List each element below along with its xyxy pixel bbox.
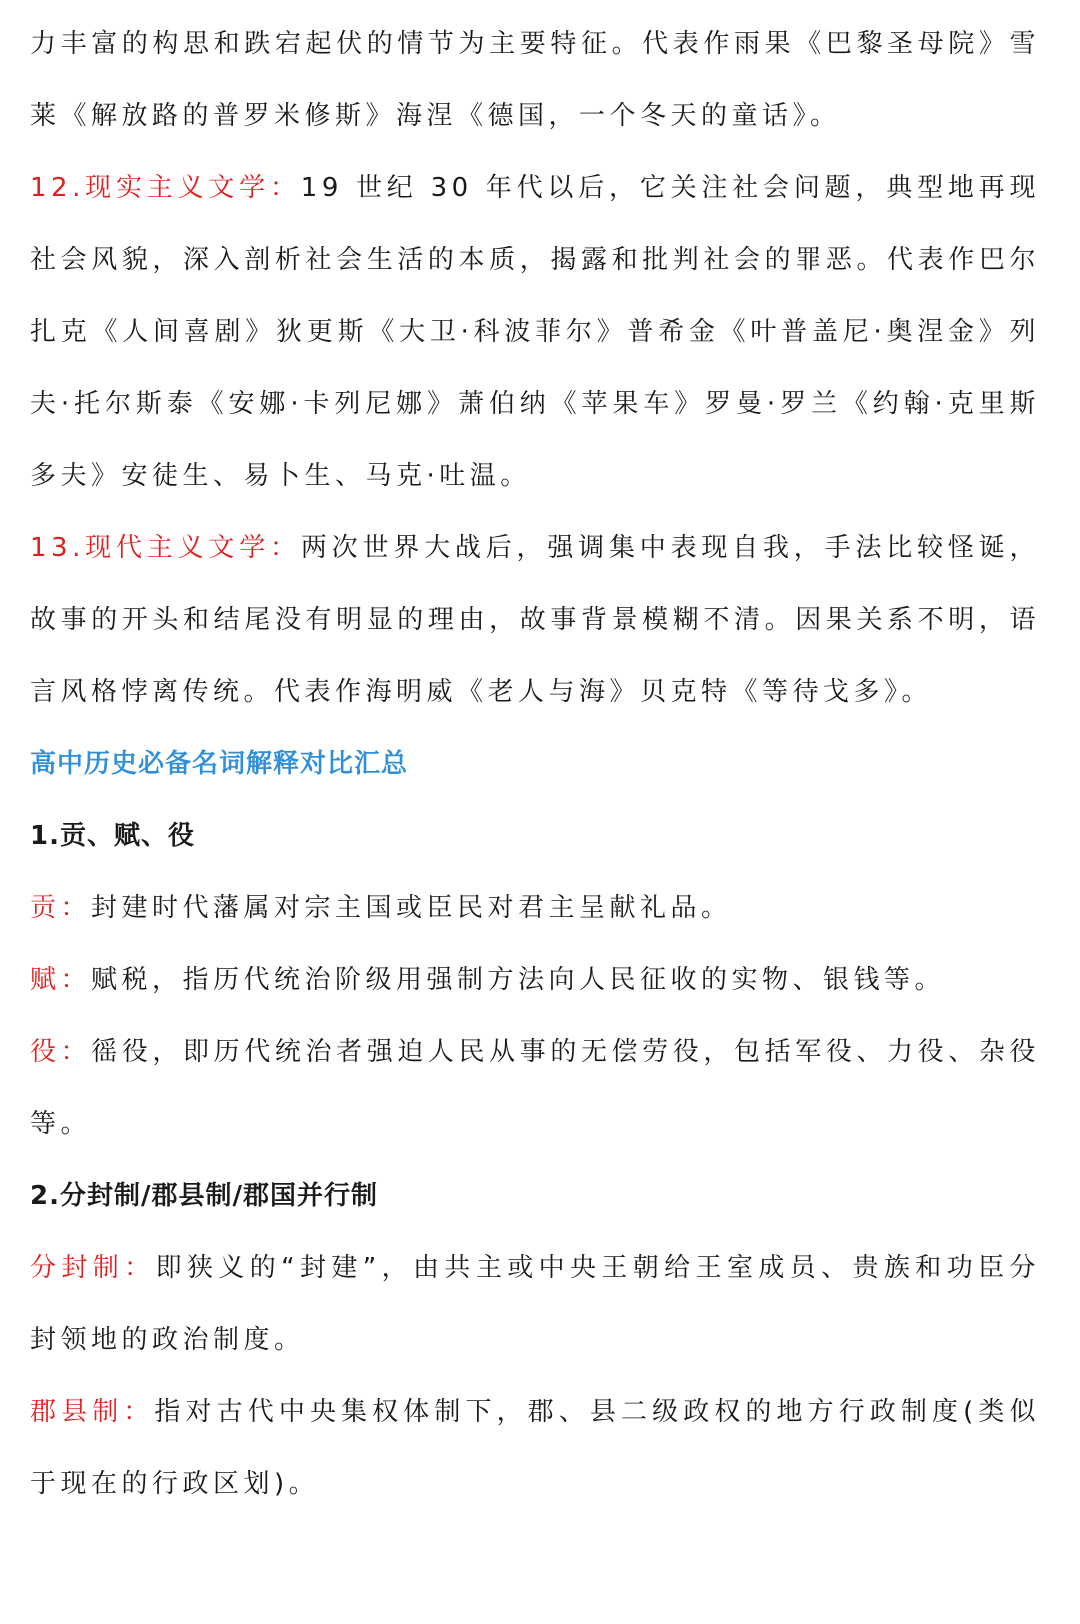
- paragraph-body: 封建时代藩属对宗主国或臣民对君主呈献礼品。: [91, 893, 732, 923]
- fenfeng-definition: [30, 1232, 1040, 1376]
- paragraph-body: 两次世界大战后，强调集中表现自我，手法比较怪诞，故事的开头和结尾没有明显的理由，故事背景模糊不清。因果关系不明，语言风格悖离传统。代表作海明威《老人与海》贝克特《等待戈多》。: [30, 533, 1040, 707]
- paragraph-body: 19 世纪 30 年代以后，它关注社会问题，典型地再现社会风貌，深入剖析社会生活的本质，揭露和批判社会的罪恶。代表作巴尔扎克《人间喜剧》狄更斯《大卫·科波菲尔》普希金《叶普盖尼·奥涅金》列夫·托尔斯泰《安娜·卡列尼娜》萧伯纳《苹果车》罗曼·罗兰《约翰·克里斯多夫》安徒生、易卜生、马克·吐温。: [30, 173, 1040, 491]
- romanticism-continuation: [30, 8, 1040, 152]
- paragraph-body: 即狭义的“封建”，由共主或中央王朝给王室成员、贵族和功臣分封领地的政治制度。: [30, 1253, 1040, 1355]
- modernism-paragraph: [30, 512, 1040, 728]
- term-label: 13.现代主义文学：: [30, 533, 301, 563]
- term-label: 贡：: [30, 893, 92, 923]
- term-label: 赋：: [30, 965, 92, 995]
- paragraph-body: 赋税，指历代统治阶级用强制方法向人民征收的实物、银钱等。: [91, 965, 946, 995]
- realism-paragraph: [30, 152, 1040, 512]
- paragraph-body: 力丰富的构思和跌宕起伏的情节为主要特征。代表作雨果《巴黎圣母院》雪莱《解放路的普罗米修斯》海涅《德国，一个冬天的童话》。: [30, 29, 1040, 131]
- term-label: 役：: [30, 1037, 92, 1067]
- yi-definition: [30, 1016, 1040, 1160]
- term-label: 郡县制：: [30, 1397, 155, 1427]
- paragraph-body: 徭役，即历代统治者强迫人民从事的无偿劳役，包括军役、力役、杂役等。: [30, 1037, 1040, 1139]
- term-label: 分封制：: [30, 1253, 156, 1283]
- gong-definition: [30, 872, 1040, 944]
- junxian-definition: [30, 1376, 1040, 1520]
- term-label: 12.现实主义文学：: [30, 173, 301, 203]
- subsection-title-1: 1.贡、赋、役: [30, 821, 195, 851]
- fu-definition: [30, 944, 1040, 1016]
- section-title: 高中历史必备名词解释对比汇总: [30, 749, 409, 779]
- subsection-title-2: 2.分封制/郡县制/郡国并行制: [30, 1181, 378, 1211]
- paragraph-body: 指对古代中央集权体制下，郡、县二级政权的地方行政制度(类似于现在的行政区划)。: [30, 1397, 1040, 1499]
